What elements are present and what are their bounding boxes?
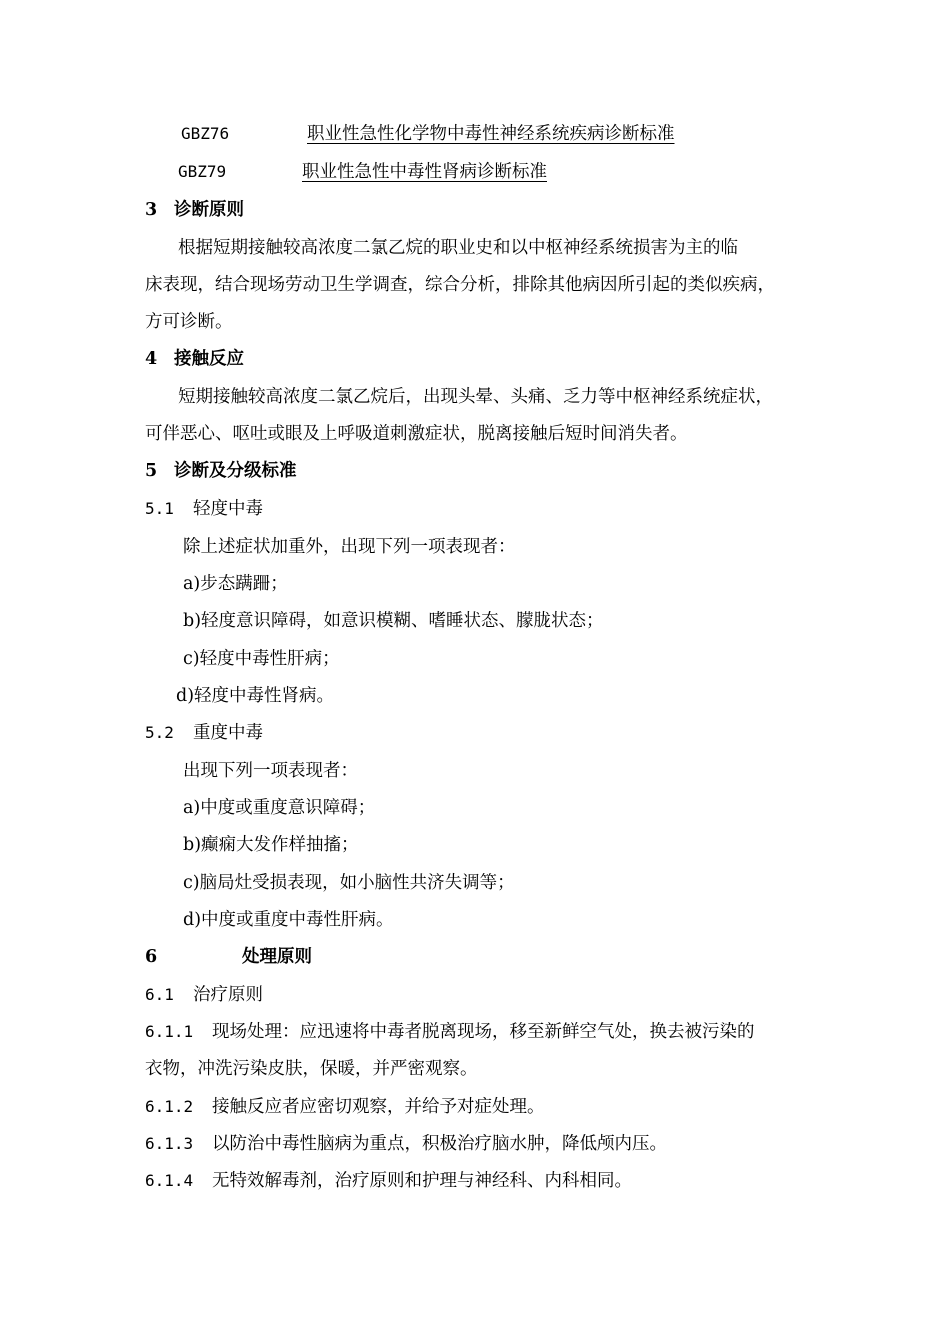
section-3-text-line: 方可诊断。 bbox=[145, 312, 233, 332]
section-6-1-4-text: 无特效解毒剂，治疗原则和护理与神经科、内科相同。 bbox=[212, 1171, 632, 1191]
section-6-number: 6 bbox=[145, 947, 158, 967]
section-3-title: 诊断原则 bbox=[174, 200, 244, 220]
section-5-2-intro: 出现下列一项表现者： bbox=[183, 761, 358, 781]
list-item: a)中度或重度意识障碍； bbox=[183, 798, 376, 818]
section-4-text-line: 短期接触较高浓度二氯乙烷后，出现头晕、头痛、乏力等中枢神经系统症状， bbox=[178, 387, 773, 407]
ref-title-gbz76: 职业性急性化学物中毒性神经系统疾病诊断标准 bbox=[307, 124, 675, 144]
ref-code-gbz79: GBZ79 bbox=[178, 162, 227, 181]
section-6-1-2-text: 接触反应者应密切观察，并给予对症处理。 bbox=[212, 1097, 545, 1117]
section-5-title: 诊断及分级标准 bbox=[174, 461, 297, 481]
section-6-1-1-text-line: 衣物，冲洗污染皮肤，保暖，并严密观察。 bbox=[145, 1059, 478, 1079]
section-5-1-intro: 除上述症状加重外，出现下列一项表现者： bbox=[183, 537, 516, 557]
section-6-1-1-text-line: 现场处理：应迅速将中毒者脱离现场，移至新鲜空气处，换去被污染的 bbox=[212, 1022, 755, 1042]
list-item: d)中度或重度中毒性肝病。 bbox=[183, 910, 394, 930]
section-5-2-number: 5.2 bbox=[145, 723, 174, 742]
list-item: b)癫痫大发作样抽搐； bbox=[183, 835, 359, 855]
section-4-title: 接触反应 bbox=[174, 349, 244, 369]
section-3-text-line: 根据短期接触较高浓度二氯乙烷的职业史和以中枢神经系统损害为主的临 bbox=[178, 238, 738, 258]
section-6-1-3-text: 以防治中毒性脑病为重点，积极治疗脑水肿，降低颅内压。 bbox=[212, 1134, 667, 1154]
section-5-1-title: 轻度中毒 bbox=[193, 499, 263, 519]
section-3-text-line: 床表现，结合现场劳动卫生学调查，综合分析，排除其他病因所引起的类似疾病， bbox=[145, 275, 775, 295]
section-5-number: 5 bbox=[145, 461, 158, 481]
section-6-1-2-number: 6.1.2 bbox=[145, 1097, 194, 1116]
list-item: d)轻度中毒性肾病。 bbox=[176, 686, 335, 706]
section-6-1-number: 6.1 bbox=[145, 985, 174, 1004]
list-item: c)脑局灶受损表现，如小脑性共济失调等； bbox=[183, 873, 515, 893]
section-6-1-3-number: 6.1.3 bbox=[145, 1134, 194, 1153]
ref-title-gbz79: 职业性急性中毒性肾病诊断标准 bbox=[302, 162, 547, 182]
section-5-1-number: 5.1 bbox=[145, 499, 174, 518]
section-4-text-line: 可伴恶心、呕吐或眼及上呼吸道刺激症状，脱离接触后短时间消失者。 bbox=[145, 424, 688, 444]
list-item: a)步态蹒跚； bbox=[183, 574, 288, 594]
section-6-1-4-number: 6.1.4 bbox=[145, 1171, 194, 1190]
ref-code-gbz76: GBZ76 bbox=[181, 124, 230, 143]
section-5-2-title: 重度中毒 bbox=[193, 723, 263, 743]
section-6-1-title: 治疗原则 bbox=[193, 985, 263, 1005]
section-4-number: 4 bbox=[145, 349, 158, 369]
list-item: c)轻度中毒性肝病； bbox=[183, 649, 340, 669]
section-6-title: 处理原则 bbox=[242, 947, 312, 967]
list-item: b)轻度意识障碍，如意识模糊、嗜睡状态、朦胧状态； bbox=[183, 611, 604, 631]
section-3-number: 3 bbox=[145, 200, 158, 220]
section-6-1-1-number: 6.1.1 bbox=[145, 1022, 194, 1041]
